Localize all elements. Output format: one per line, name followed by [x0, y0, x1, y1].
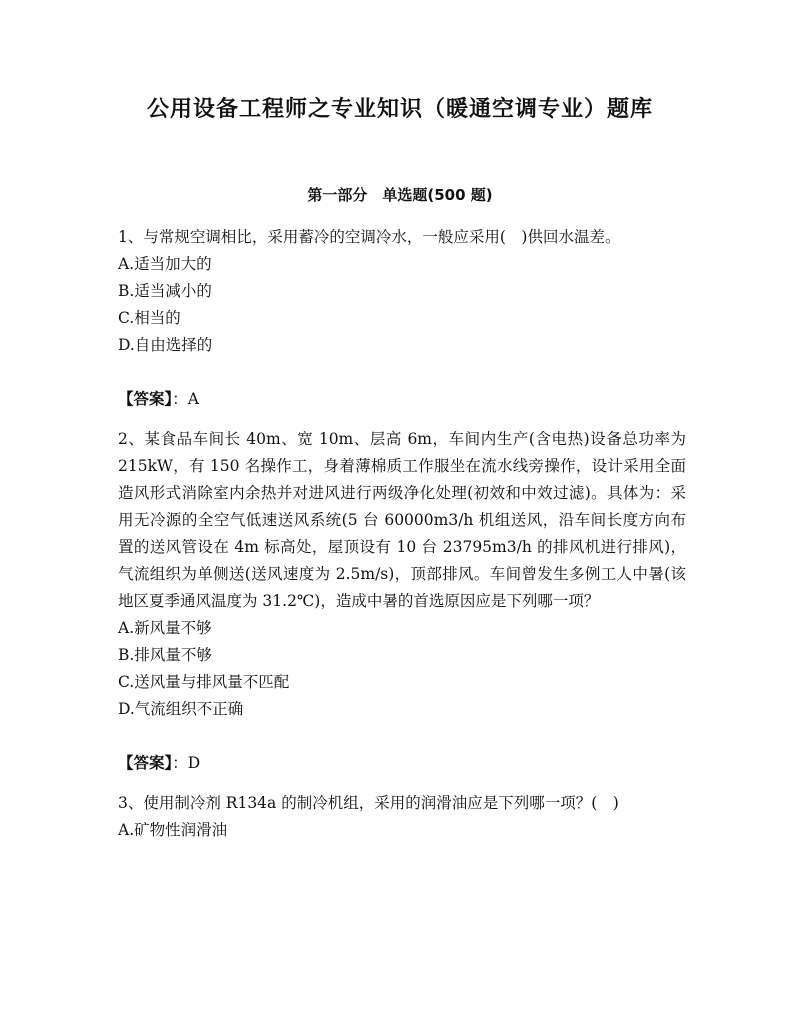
option-a: A.矿物性润滑油	[118, 821, 228, 839]
question-item	[118, 224, 686, 413]
option-c: C.相当的	[118, 309, 181, 327]
answer-line	[118, 386, 686, 413]
option-c: C.送风量与排风量不匹配	[118, 673, 290, 691]
option-a: A.新风量不够	[118, 619, 212, 637]
question-list	[118, 224, 686, 844]
option-b: B.排风量不够	[118, 646, 212, 664]
option-a: A.适当加大的	[118, 255, 212, 273]
question-item	[118, 790, 686, 844]
answer-value: ：A	[172, 390, 199, 408]
question-text: 3、使用制冷剂 R134a 的制冷机组，采用的润滑油应是下列哪一项？( )	[118, 794, 619, 812]
question-item	[118, 426, 686, 777]
answer-label: 【答案】	[118, 754, 173, 772]
option-d: D.气流组织不正确	[118, 700, 244, 718]
document-title: 公用设备工程师之专业知识（暖通空调专业）题库	[146, 97, 653, 122]
answer-label: 【答案】	[118, 390, 173, 408]
question-text: 2、某食品车间长 40m、宽 10m、层高 6m，车间内生产(含电热)设备总功率为 215kW，有 150 名操作工，身着薄棉质工作服坐在流水线旁操作，设计采用全面造风形式消除室内余热并对进风进行两级净化处理(初效和中效过滤)。具体为：采用无冷源的全空气低速送风系统(5 台 60000m3/h 机组送风，沿车间长度方向布置的送风管设在 4m 标高处，屋顶设有 10 台 23795m3/h 的排风机进行排风)，气流组织为单侧送(送风速度为 2.5m/s)，顶部排风。车间曾发生多例工人中暑(该地区夏季通风温度为 31.2℃)，造成中暑的首选原因应是下列哪一项？	[118, 430, 686, 610]
section-title: 第一部分 单选题(500 题)	[307, 186, 493, 204]
option-d: D.自由选择的	[118, 336, 213, 354]
question-text: 1、与常规空调相比，采用蓄冷的空调冷水，一般应采用( )供回水温差。	[118, 228, 621, 246]
option-b: B.适当减小的	[118, 282, 212, 300]
answer-value: ：D	[172, 754, 201, 772]
answer-line	[118, 750, 686, 777]
